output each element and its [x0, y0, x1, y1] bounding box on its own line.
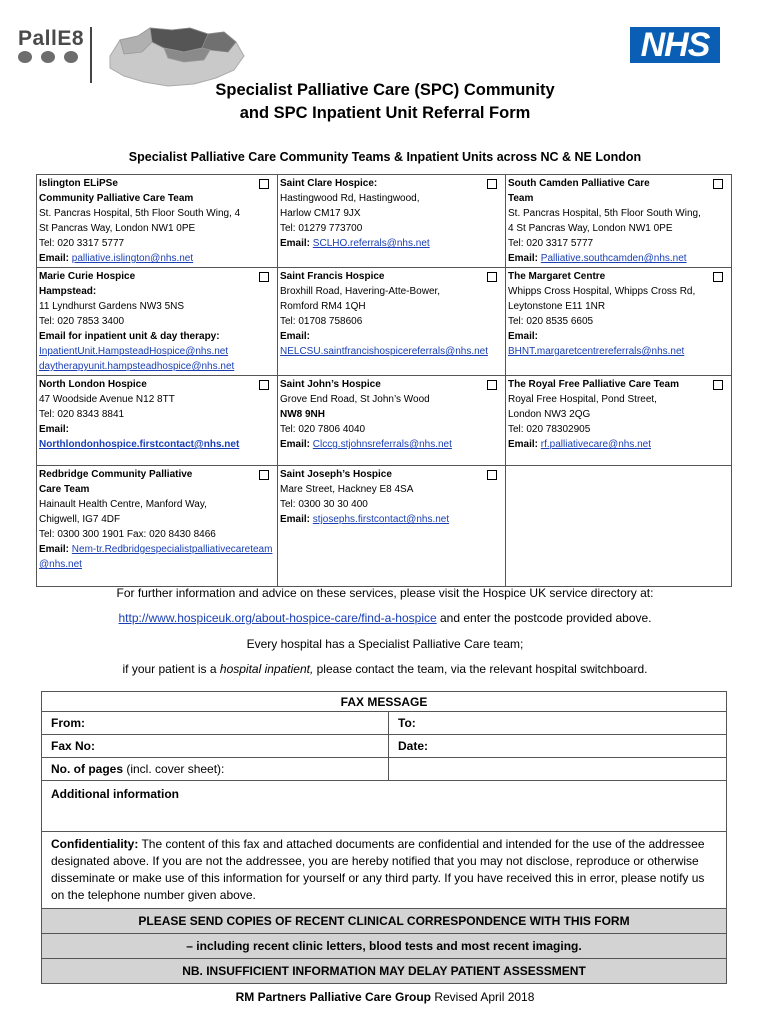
- notice-line-3: NB. INSUFFICIENT INFORMATION MAY DELAY PATIENT ASSESSMENT: [42, 959, 727, 984]
- email-label: Email:: [280, 439, 313, 450]
- email-link[interactable]: Palliative.southcamden@nhs.net: [540, 253, 687, 264]
- service-cell: [506, 175, 732, 268]
- referral-checkbox[interactable]: [259, 179, 269, 189]
- fax-no-field[interactable]: Fax No:: [42, 735, 389, 758]
- email-link[interactable]: rf.palliativecare@nhs.net: [540, 439, 652, 450]
- footer-revision: Revised April 2018: [431, 990, 535, 1004]
- referral-checkbox[interactable]: [713, 179, 723, 189]
- notice-line-1: PLEASE SEND COPIES OF RECENT CLINICAL CORRESPONDENCE WITH THIS FORM: [42, 909, 727, 934]
- email-link[interactable]: palliative.islington@nhs.net: [71, 253, 194, 264]
- service-detail: Tel: 020 8343 8841: [39, 409, 125, 420]
- confidentiality-label: Confidentiality:: [51, 837, 139, 851]
- service-name: Islington ELiPSe: [39, 178, 118, 189]
- service-cell: [506, 376, 732, 466]
- service-detail: Mare Street, Hackney E8 4SA: [280, 484, 414, 495]
- additional-information-field[interactable]: Additional information: [42, 781, 727, 832]
- logo-dot-icon: [64, 51, 78, 63]
- pages-label: No. of pages: [51, 762, 124, 776]
- service-detail: Hainault Health Centre, Manford Way,: [39, 499, 207, 510]
- service-cell: [278, 376, 506, 466]
- logo-dot-icon: [41, 51, 55, 63]
- page-subtitle: Specialist Palliative Care Community Teams & Inpatient Units across NC & NE London: [128, 150, 642, 164]
- info-line-3: Every hospital has a Specialist Palliative Care team;: [246, 637, 524, 651]
- info-line-4-em: hospital inpatient,: [219, 662, 314, 676]
- email-link[interactable]: daytherapyunit.hampsteadhospice@nhs.net: [39, 361, 235, 372]
- service-cell: [37, 268, 278, 376]
- service-detail: Tel: 0300 30 30 400: [280, 499, 368, 510]
- date-field[interactable]: Date:: [389, 735, 727, 758]
- info-line-1: For further information and advice on these services, please visit the Hospice UK service directory at:: [116, 586, 654, 600]
- service-detail: Tel: 01279 773700: [280, 223, 363, 234]
- service-cell: [37, 466, 278, 587]
- referral-checkbox[interactable]: [487, 380, 497, 390]
- email-label: Email:: [39, 253, 72, 264]
- service-name: The Margaret Centre: [508, 271, 606, 282]
- email-link[interactable]: NELCSU.saintfrancishospicereferrals@nhs.net: [280, 346, 489, 357]
- service-detail: Royal Free Hospital, Pond Street,: [508, 394, 657, 405]
- email-link[interactable]: BHNT.margaretcentrereferrals@nhs.net: [508, 346, 685, 357]
- info-line-4: [0, 662, 770, 676]
- service-detail: 4 St Pancras Way, London NW1 0PE: [508, 223, 673, 234]
- service-name: Saint Joseph’s Hospice: [280, 469, 392, 480]
- service-cell: [278, 466, 506, 587]
- info-line-4-b: please contact the team, via the relevant hospital switchboard.: [313, 662, 648, 676]
- to-field[interactable]: To:: [389, 712, 727, 735]
- service-cell: [506, 268, 732, 376]
- service-detail: London NW3 2QG: [508, 409, 591, 420]
- referral-checkbox[interactable]: [487, 470, 497, 480]
- referral-checkbox[interactable]: [487, 179, 497, 189]
- service-detail: Broxhill Road, Havering-Atte-Bower,: [280, 286, 441, 297]
- fax-header: FAX MESSAGE: [42, 692, 727, 712]
- email-link[interactable]: stjosephs.firstcontact@nhs.net: [312, 514, 450, 525]
- service-name: North London Hospice: [39, 379, 147, 390]
- from-field[interactable]: From:: [42, 712, 389, 735]
- notice-line-2: – including recent clinic letters, blood tests and most recent imaging.: [42, 934, 727, 959]
- service-detail: Harlow CM17 9JX: [280, 208, 361, 219]
- referral-checkbox[interactable]: [487, 272, 497, 282]
- pages-note: (incl. cover sheet):: [123, 762, 225, 776]
- service-detail: Tel: 01708 758606: [280, 316, 363, 327]
- service-detail: Hastingwood Rd, Hastingwood,: [280, 193, 420, 204]
- service-detail: 11 Lyndhurst Gardens NW3 5NS: [39, 301, 185, 312]
- service-detail: Romford RM4 1QH: [280, 301, 366, 312]
- service-detail: Community Palliative Care Team: [39, 193, 194, 204]
- email-label: Email:: [280, 238, 313, 249]
- service-name: Marie Curie Hospice: [39, 271, 136, 282]
- service-detail: Tel: 020 78302905: [508, 424, 591, 435]
- nhs-logo: NHS: [630, 27, 720, 63]
- service-detail: Email for inpatient unit & day therapy:: [39, 331, 220, 342]
- email-label: Email:: [508, 253, 541, 264]
- email-link[interactable]: Nem-tr.Redbridgespecialistpalliativecareteam@nhs.net: [39, 544, 273, 570]
- referral-checkbox[interactable]: [259, 380, 269, 390]
- service-name: The Royal Free Palliative Care Team: [508, 379, 680, 390]
- logo-divider: [90, 27, 92, 83]
- email-label: Email:: [508, 439, 541, 450]
- fax-message-table: [41, 691, 727, 984]
- service-name: Redbridge Community Palliative: [39, 469, 193, 480]
- service-detail: NW8 9NH: [280, 409, 326, 420]
- service-email: [39, 437, 275, 452]
- service-email: [280, 344, 503, 359]
- service-detail: Email:: [508, 331, 539, 342]
- service-detail: Tel: 020 3317 5777: [508, 238, 594, 249]
- service-detail: Tel: 020 7806 4040: [280, 424, 366, 435]
- email-link[interactable]: Northlondonhospice.firstcontact@nhs.net: [39, 439, 240, 450]
- hospice-uk-link[interactable]: http://www.hospiceuk.org/about-hospice-care/find-a-hospice: [118, 611, 437, 625]
- email-label: Email:: [39, 544, 72, 555]
- service-detail: Care Team: [39, 484, 90, 495]
- logo-dot-icon: [18, 51, 32, 63]
- service-cell: [506, 466, 732, 587]
- email-link[interactable]: SCLHO.referrals@nhs.net: [312, 238, 430, 249]
- service-name: Saint John’s Hospice: [280, 379, 381, 390]
- service-email: [39, 344, 275, 359]
- service-email: [39, 359, 275, 374]
- footer: [0, 990, 770, 1004]
- info-line-2-text: and enter the postcode provided above.: [436, 611, 652, 625]
- email-link[interactable]: InpatientUnit.HampsteadHospice@nhs.net: [39, 346, 229, 357]
- pages-value-field[interactable]: [389, 758, 727, 781]
- referral-checkbox[interactable]: [713, 272, 723, 282]
- service-name: South Camden Palliative Care: [508, 178, 650, 189]
- confidentiality-text: The content of this fax and attached documents are confidential and intended for the use of the addressee designated above. If you are not the addressee, you are hereby notified that you may not disclose, reproduce or otherwise disseminate or make use of this information for yourself or any third party. If you have received this in error, please notify us on the telephone number given above.: [51, 837, 705, 902]
- service-detail: St Pancras Way, London NW1 0PE: [39, 223, 196, 234]
- email-label: Email:: [280, 514, 313, 525]
- email-link[interactable]: Clccg.stjohnsreferrals@nhs.net: [312, 439, 452, 450]
- service-detail: Hampstead:: [39, 286, 97, 297]
- service-detail: Email:: [39, 424, 70, 435]
- service-detail: Grove End Road, St John’s Wood: [280, 394, 430, 405]
- service-email: [39, 251, 275, 266]
- title-line-1: Specialist Palliative Care (SPC) Community: [215, 81, 555, 99]
- info-line-4-a: if your patient is a: [122, 662, 220, 676]
- service-detail: Tel: 020 8535 6605: [508, 316, 594, 327]
- service-detail: St. Pancras Hospital, 5th Floor South Wing, 4: [39, 208, 241, 219]
- service-email: [280, 512, 503, 527]
- referral-checkbox[interactable]: [713, 380, 723, 390]
- service-detail: Chigwell, IG7 4DF: [39, 514, 121, 525]
- service-email: [508, 344, 729, 359]
- service-detail: Tel: 0300 300 1901 Fax: 020 8430 8466: [39, 529, 216, 540]
- service-email: [508, 251, 729, 266]
- referral-checkbox[interactable]: [259, 470, 269, 480]
- service-detail: Tel: 020 3317 5777: [39, 238, 125, 249]
- info-line-2: [0, 611, 770, 625]
- pages-field[interactable]: [42, 758, 389, 781]
- service-cell: [278, 175, 506, 268]
- confidentiality-notice: [42, 832, 727, 909]
- service-email: [280, 236, 503, 251]
- service-detail: 47 Woodside Avenue N12 8TT: [39, 394, 175, 405]
- service-name: Saint Clare Hospice:: [280, 178, 378, 189]
- service-detail: Whipps Cross Hospital, Whipps Cross Rd,: [508, 286, 696, 297]
- service-email: [39, 542, 275, 572]
- footer-org: RM Partners Palliative Care Group: [235, 990, 431, 1004]
- service-cell: [37, 376, 278, 466]
- service-detail: Team: [508, 193, 534, 204]
- title-line-2: and SPC Inpatient Unit Referral Form: [239, 104, 531, 122]
- service-cell: [37, 175, 278, 268]
- palle8-logo: PallE8: [18, 27, 85, 50]
- service-name: Saint Francis Hospice: [280, 271, 385, 282]
- service-detail: St. Pancras Hospital, 5th Floor South Wing,: [508, 208, 701, 219]
- referral-checkbox[interactable]: [259, 272, 269, 282]
- service-detail: Leytonstone E11 1NR: [508, 301, 606, 312]
- service-detail: Email:: [280, 331, 311, 342]
- service-cell: [278, 268, 506, 376]
- page-title: [0, 79, 770, 125]
- service-detail: Tel: 020 7853 3400: [39, 316, 125, 327]
- service-email: [508, 437, 729, 452]
- services-table: [36, 174, 732, 587]
- service-email: [280, 437, 503, 452]
